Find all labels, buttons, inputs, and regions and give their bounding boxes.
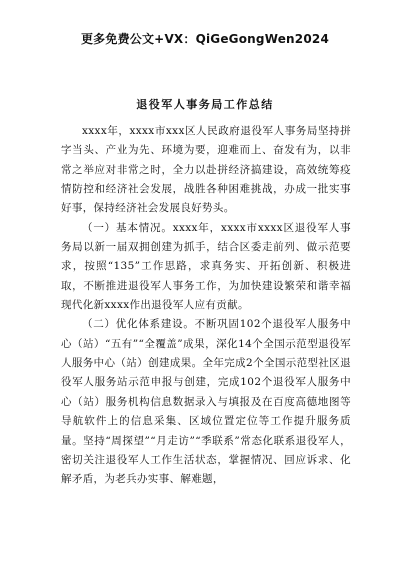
paragraph-system-building: （二）优化体系建设。不断巩固102个退役军人服务中心（站）“五有”“全覆盖”成果，深化14个全国示范型退役军人服务中心（站）创建成果。全年完成2个全国示范型社区退役军人服务站示范申报与创建，完成102个退役军人服务中心（站）服务机构信息数据录入与填报及在百度高德地图等导航软件上的信息采集、区域位置定位等工作提升服务质量。坚持“周探望”“月走访”“季联系”常态化联系退役军人，密切关注退役军人工作生活状态，掌握情况、回应诉求、化解矛盾，为老兵办实事、解难题，	[61, 318, 351, 486]
document-body	[61, 122, 351, 490]
paragraph-intro: xxxx年，xxxx市xxx区人民政府退役军人事务局坚持拼字当头、产业为先、环境为要，迎难而上、奋发有为，以非常之举应对非常之时，全力以赴拼经济搞建设，高效统筹疫情防控和经济社会发展，战胜各种困难挑战，办成一批实事好事，保持经济社会发展良好势头。	[61, 125, 351, 215]
document-title: 退役军人事务局工作总结	[136, 98, 274, 111]
paragraph-basic-situation: （一）基本情况。xxxx年，xxxx市xxxx区退役军人事务局以新一届双拥创建为抓手，结合区委走前列、做示范要求，按照“135”工作思路，求真务实、开拓创新、积极进取，不断推进退役军人事务工作，为加快建设繁荣和谐幸福现代化新xxxx作出退役军人应有贡献。	[61, 221, 351, 312]
promo-banner: 更多免费公文+VX：QiGeGongWen2024	[80, 32, 329, 46]
